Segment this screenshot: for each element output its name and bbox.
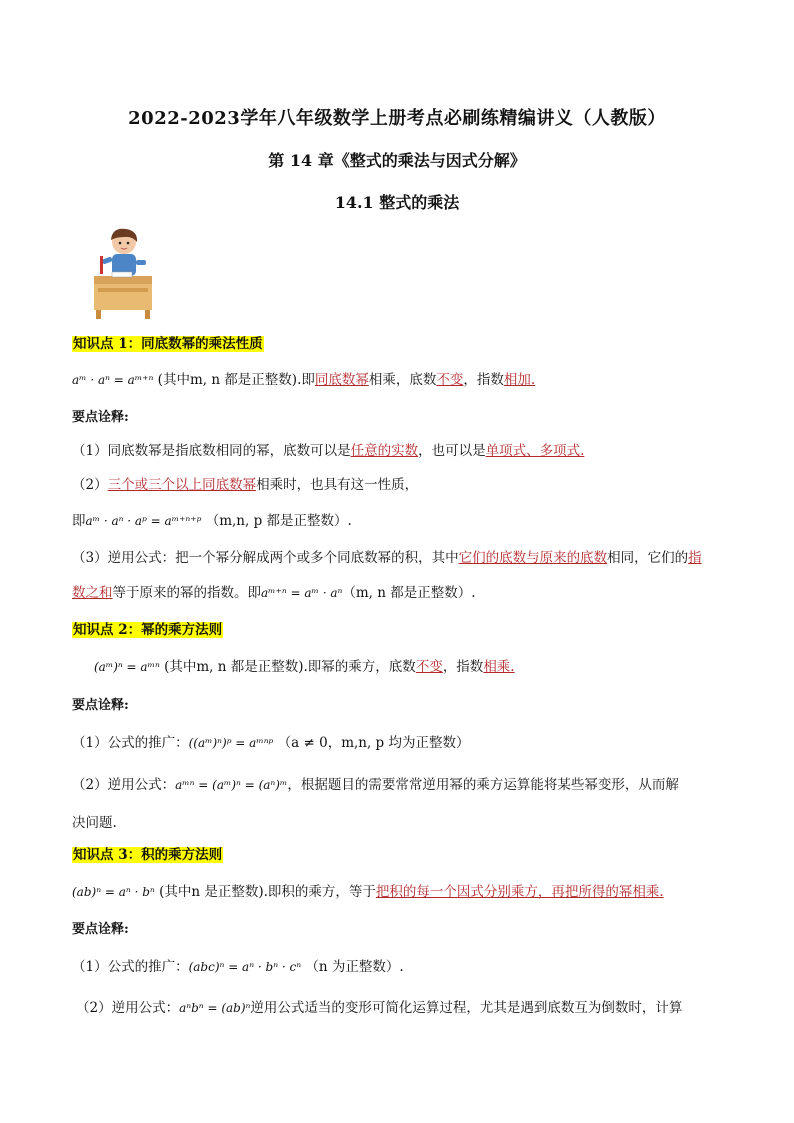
knowledge-point-3-heading: 知识点 3：积的乘方法则 [73,847,223,863]
notes-heading: 要点诠释: [72,410,129,425]
document-title: 2022-2023学年八年级数学上册考点必刷练精编讲义（人教版） [128,108,666,129]
k3-rule: (ab)ⁿ = aⁿ · bⁿ (其中n 是正整数).即积的乘方，等于把积的每一个因式分别乘方，再把所得的幂相乘. [72,884,664,900]
note-2-2-cont: 决问题. [72,815,117,831]
k2-rule: (aᵐ)ⁿ = aᵐⁿ (其中m, n 都是正整数).即幂的乘方，底数不变，指数相乘. [94,659,515,675]
k1-rule: aᵐ · aⁿ = aᵐ⁺ⁿ (其中m, n 都是正整数).即同底数幂相乘，底数不变，指数相加. [72,372,536,388]
section-title: 14.1 整式的乘法 [334,193,460,212]
note-3-2: （2）逆用公式：aⁿbⁿ = (ab)ⁿ逆用公式适当的变形可简化运算过程，尤其是遇到底数互为倒数时，计算 [76,1000,683,1016]
formula: aᵐ · aⁿ · aᵖ = aᵐ⁺ⁿ⁺ᵖ [85,514,202,528]
student-studying-illustration [90,228,154,320]
note-1-3: （3）逆用公式：把一个幂分解成两个或多个同底数幂的积，其中它们的底数与原来的底数相同，它们的指 [72,550,702,566]
note-3-1: （1）公式的推广：(abc)ⁿ = aⁿ · bⁿ · cⁿ （n 为正整数）. [72,959,404,975]
notes-heading: 要点诠释: [72,922,129,937]
formula: (aᵐ)ⁿ = aᵐⁿ [94,660,160,674]
formula: (ab)ⁿ = aⁿ · bⁿ [72,885,155,899]
note-1-1: （1）同底数幂是指底数相同的幂，底数可以是任意的实数，也可以是单项式、多项式. [72,443,585,459]
formula: ((aᵐ)ⁿ)ᵖ = aᵐⁿᵖ [188,736,274,750]
chapter-title: 第 14 章《整式的乘法与因式分解》 [268,151,526,170]
formula: aᵐ · aⁿ = aᵐ⁺ⁿ [72,373,154,387]
formula: aᵐⁿ = (aᵐ)ⁿ = (aⁿ)ᵐ [175,778,288,792]
knowledge-point-2-heading: 知识点 2：幂的乘方法则 [73,622,223,638]
note-1-3-cont: 数之和等于原来的幂的指数。即aᵐ⁺ⁿ = aᵐ · aⁿ（m, n 都是正整数）. [72,585,476,601]
note-2-1: （1）公式的推广：((aᵐ)ⁿ)ᵖ = aᵐⁿᵖ （a ≠ 0，m,n, p 均为正整数） [72,735,470,751]
formula: (abc)ⁿ = aⁿ · bⁿ · cⁿ [188,960,302,974]
formula: aⁿbⁿ = (ab)ⁿ [179,1001,251,1015]
knowledge-point-1-heading: 知识点 1：同底数幂的乘法性质 [73,336,263,352]
notes-heading: 要点诠释: [72,698,129,713]
note-1-2-formula: 即aᵐ · aⁿ · aᵖ = aᵐ⁺ⁿ⁺ᵖ （m,n, p 都是正整数）. [72,513,352,529]
formula: aᵐ⁺ⁿ = aᵐ · aⁿ [261,586,343,600]
note-1-2: （2）三个或三个以上同底数幂相乘时，也具有这一性质， [72,477,419,493]
note-2-2: （2）逆用公式：aᵐⁿ = (aᵐ)ⁿ = (aⁿ)ᵐ，根据题目的需要常常逆用幂的乘方运算能将某些幂变形，从而解 [72,777,679,793]
